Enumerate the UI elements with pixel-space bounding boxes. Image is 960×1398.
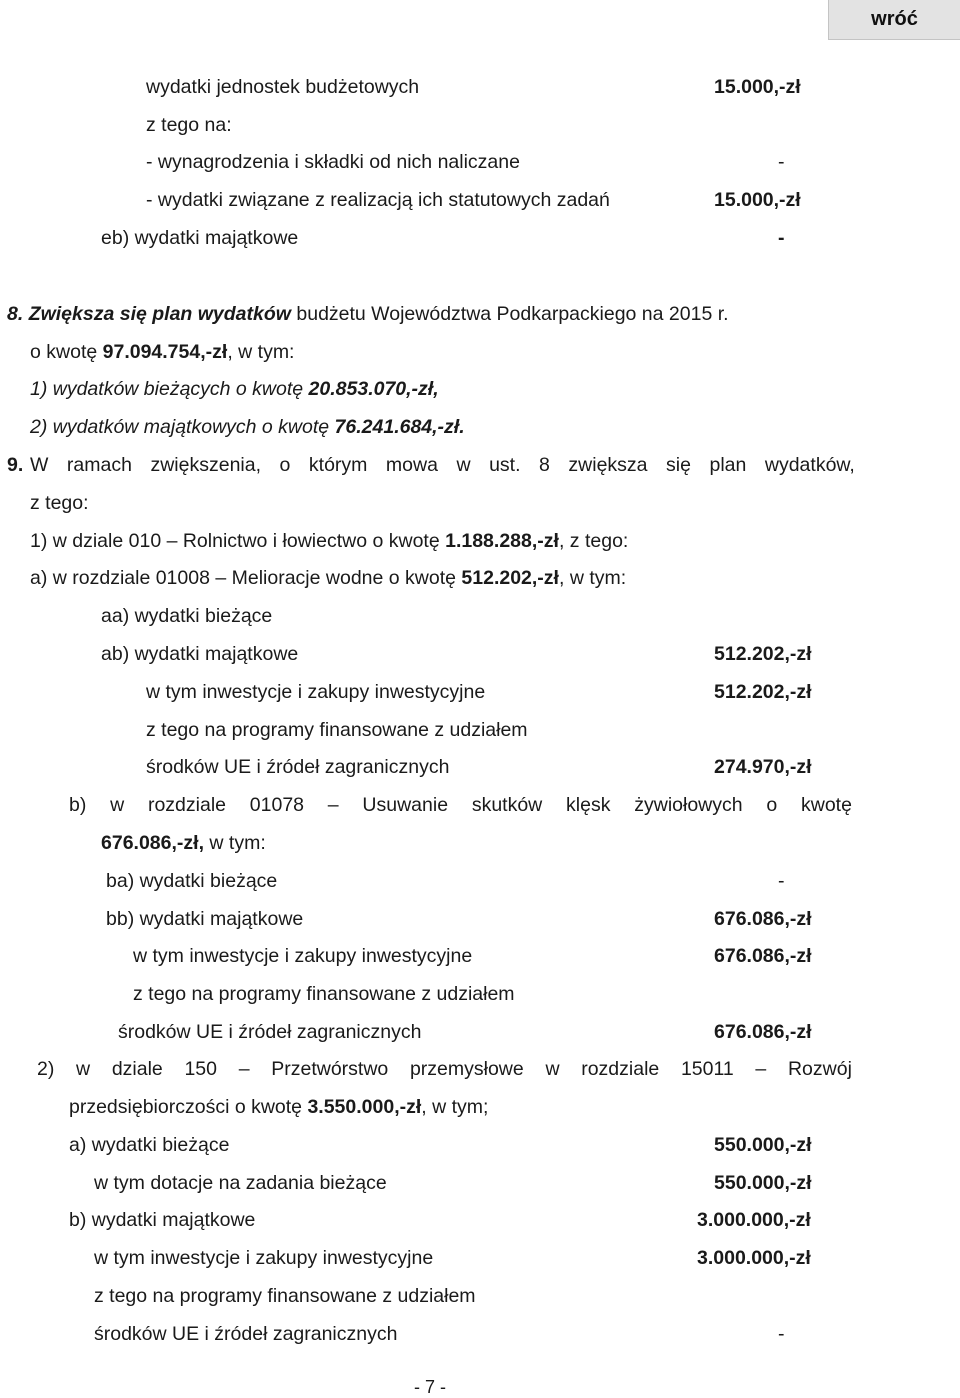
amount: 676.086,-zł [714,1021,812,1043]
text-line: z tego na programy finansowane z udziałem [146,719,528,741]
word: przemysłowe [409,1058,524,1080]
word: kwotę [801,794,852,816]
emphasis: Zwiększa się plan wydatków [28,303,291,325]
text: przedsiębiorczości o kwotę [69,1096,308,1118]
amount: 3.000.000,-zł [697,1247,811,1269]
amount: 512.202,-zł [461,567,559,589]
text: 2) wydatków majątkowych o kwotę [30,416,335,438]
amount: 15.000,-zł [714,189,801,211]
amount: - [778,227,785,249]
word: o [279,454,291,476]
amount: 97.094.754,-zł [102,341,228,363]
text-line: wydatki jednostek budżetowych [146,76,420,98]
text: budżetu Województwa Podkarpackiego na 2015 r. [296,303,729,325]
text-line [30,377,439,401]
section-9-text [30,453,855,477]
text-line: środków UE i źródeł zagranicznych [118,1021,422,1043]
text-line: w tym inwestycje i zakupy inwestycyjne [146,681,486,703]
text: , w tym: [227,341,295,363]
text: 1) wydatków bieżących o kwotę [30,378,309,400]
text-line: a) wydatki bieżące [69,1134,230,1156]
word: 2) [37,1058,55,1080]
section-8-heading [7,302,729,326]
text-line: z tego na programy finansowane z udziałem [94,1285,476,1307]
word: skutków [471,794,543,816]
text-line [30,415,465,439]
text: 1) w dziale 010 – Rolnictwo i łowiectwo o kwotę [30,530,446,552]
text-line: ab) wydatki majątkowe [101,643,299,665]
section-number: 8. [7,303,24,325]
amount: 15.000,-zł [714,76,801,98]
text: , w tym; [421,1096,489,1118]
word: ust. [489,454,521,476]
amount: 3.550.000,-zł [307,1096,422,1118]
text-line: ba) wydatki bieżące [106,870,278,892]
amount: - [778,151,785,173]
word: w [456,454,471,476]
amount: 550.000,-zł [714,1172,812,1194]
word: W [30,454,49,476]
page-number: - 7 - [413,1377,446,1397]
amount: 3.000.000,-zł [697,1209,811,1231]
text-line [69,1095,488,1119]
text-line: aa) wydatki bieżące [101,605,273,627]
word: rozdziale [147,794,227,816]
word: w [545,1058,560,1080]
word: 01078 [249,794,305,816]
amount: 274.970,-zł [714,756,812,778]
word: ramach [66,454,132,476]
word: 150 [184,1058,217,1080]
text: a) w rozdziale 01008 – Melioracje wodne o kwotę [30,567,462,589]
word: rozdziale [581,1058,660,1080]
word: Przetwórstwo [271,1058,389,1080]
text-line: b) wydatki majątkowe [69,1209,256,1231]
amount: 550.000,-zł [714,1134,812,1156]
word: dziale [111,1058,163,1080]
word: plan [709,454,747,476]
text-line: w tym inwestycje i zakupy inwestycyjne [133,945,473,967]
word: b) [69,794,87,816]
word: 8 [539,454,550,476]
text-line: - wydatki związane z realizacją ich statutowych zadań [146,189,610,211]
amount: 676.086,-zł [714,908,812,930]
text: , w tym: [558,567,627,589]
text-line: środków UE i źródeł zagranicznych [146,756,450,778]
section-number: 9. [7,454,24,476]
word: zwiększa [568,454,648,476]
text-line: - wynagrodzenia i składki od nich naliczane [146,151,520,173]
word: 15011 [680,1058,734,1080]
amount: 1.188.288,-zł [445,530,559,552]
word: klęsk [566,794,611,816]
amount: 512.202,-zł [714,643,812,665]
text: , z tego: [558,530,629,552]
subsection-b-text [69,793,852,817]
word: mowa [385,454,438,476]
text: o kwotę [30,341,103,363]
back-button[interactable]: wróć [828,0,960,40]
amount: - [778,1323,785,1345]
amount: 512.202,-zł [714,681,812,703]
text-line: bb) wydatki majątkowe [106,908,304,930]
text-line [30,340,294,364]
amount: - [778,870,785,892]
word: żywiołowych [634,794,743,816]
text-line [30,566,626,590]
word: Usuwanie [362,794,449,816]
text-line: w tym dotacje na zadania bieżące [94,1172,387,1194]
word: o [766,794,778,816]
word: w [76,1058,91,1080]
amount: 676.086,-zł, [101,832,204,854]
word: Rozwój [787,1058,852,1080]
text: w tym: [203,832,266,854]
text-line: środków UE i źródeł zagranicznych [94,1323,398,1345]
word: – [755,1058,767,1080]
text-line: z tego na programy finansowane z udziałem [133,983,515,1005]
word: zwiększenia, [150,454,262,476]
section-2-text [37,1057,852,1081]
word: – [327,794,339,816]
text-line [101,831,266,855]
text-line: z tego na: [146,114,232,136]
text-line: w tym inwestycje i zakupy inwestycyjne [94,1247,434,1269]
word: – [238,1058,250,1080]
word: w [110,794,125,816]
text-line: eb) wydatki majątkowe [101,227,299,249]
amount: 676.086,-zł [714,945,812,967]
text-line: z tego: [30,492,89,514]
word: wydatków, [764,454,855,476]
text-line [30,529,628,553]
amount: 20.853.070,-zł, [308,378,439,400]
amount: 76.241.684,-zł. [334,416,465,438]
word: się [666,454,691,476]
word: którym [308,454,368,476]
